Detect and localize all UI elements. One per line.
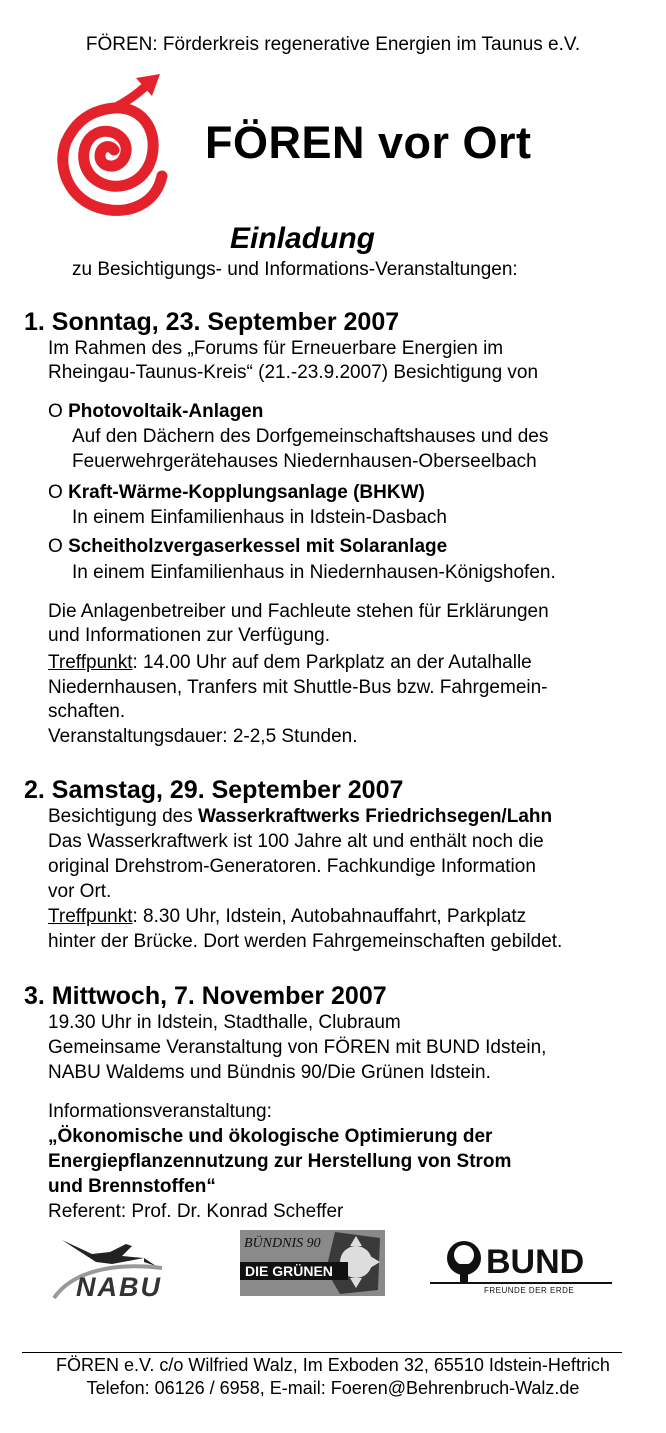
event1-item	[48, 400, 263, 425]
event1-item	[48, 535, 447, 560]
event3-title: 3. Mittwoch, 7. November 2007	[24, 982, 387, 1010]
event1-title: 1. Sonntag, 23. September 2007	[24, 308, 400, 336]
item-name: Kraft-Wärme-Kopplungsanlage (BHKW)	[68, 482, 425, 503]
event2-line: original Drehstrom-Generatoren. Fachkundige Information	[48, 856, 536, 877]
event2-line: vor Ort.	[48, 881, 112, 902]
invitation-subheading: zu Besichtigungs- und Informations-Veranstaltungen:	[72, 259, 518, 280]
event2-site: Wasserkraftwerks Friedrichsegen/Lahn	[198, 806, 553, 827]
event2-meeting: hinter der Brücke. Dort werden Fahrgemeinschaften gebildet.	[48, 931, 563, 952]
item-desc: In einem Einfamilienhaus in Niedernhausen-Königshofen.	[72, 562, 556, 583]
event1-info: und Informationen zur Verfügung.	[48, 625, 331, 646]
footer-contact: Telefon: 06126 / 6958, E-mail: Foeren@Behrenbruch-Walz.de	[86, 1378, 580, 1398]
bund-text: BUND	[486, 1243, 585, 1281]
speaker: Referent: Prof. Dr. Konrad Scheffer	[48, 1201, 344, 1222]
event1-item	[48, 481, 425, 506]
event1-info: Die Anlagenbetreiber und Fachleute stehen für Erklärungen	[48, 601, 549, 622]
event1-meeting: Niedernhausen, Tranfers mit Shuttle-Bus bzw. Fahrgemein-	[48, 677, 548, 698]
event1-line: Im Rahmen des „Forums für Erneuerbare Energien im	[48, 338, 504, 359]
footer-divider	[22, 1352, 622, 1353]
event1-line: Rheingau-Taunus-Kreis“ (21.-23.9.2007) Besichtigung von	[48, 362, 539, 383]
gruene-bottom-text: DIE GRÜNEN	[245, 1263, 333, 1279]
item-name: Scheitholzvergaserkessel mit Solaranlage	[68, 536, 448, 557]
item-bullet: O	[48, 536, 63, 557]
meeting-label: Treffpunkt	[48, 906, 133, 927]
nabu-logo	[52, 1232, 186, 1302]
gruene-logo	[240, 1230, 385, 1296]
item-desc: Feuerwehrgerätehauses Niedernhausen-Oberseelbach	[72, 451, 537, 472]
event2-title: 2. Samstag, 29. September 2007	[24, 776, 404, 804]
meeting-text: : 14.00 Uhr auf dem Parkplatz an der Autalhalle	[132, 652, 532, 673]
event1-meeting: schaften.	[48, 701, 126, 722]
event3-line: 19.30 Uhr in Idstein, Stadthalle, Clubraum	[48, 1012, 401, 1033]
event3-info-label: Informationsveranstaltung:	[48, 1101, 272, 1122]
event3-line: NABU Waldems und Bündnis 90/Die Grünen Idstein.	[48, 1062, 491, 1083]
meeting-label: Treffpunkt	[48, 652, 133, 673]
bund-logo	[430, 1238, 612, 1298]
talk-title: und Brennstoffen“	[48, 1176, 216, 1197]
item-desc: Auf den Dächern des Dorfgemeinschaftshauses und des	[72, 426, 549, 447]
nabu-text: NABU	[76, 1272, 162, 1302]
org-line: FÖREN: Förderkreis regenerative Energien im Taunus e.V.	[85, 34, 581, 55]
bund-subtext: FREUNDE DER ERDE	[484, 1286, 575, 1295]
event3-line: Gemeinsame Veranstaltung von FÖREN mit BUND Idstein,	[48, 1037, 547, 1058]
item-bullet: O	[48, 401, 63, 422]
item-desc: In einem Einfamilienhaus in Idstein-Dasbach	[72, 507, 447, 528]
event2-meeting	[48, 905, 526, 930]
event1-meeting	[48, 651, 532, 676]
bund-tree-icon	[444, 1240, 484, 1284]
main-title: FÖREN vor Ort	[205, 117, 532, 168]
item-name: Photovoltaik-Anlagen	[68, 401, 264, 422]
footer-address: FÖREN e.V. c/o Wilfried Walz, Im Exboden 32, 65510 Idstein-Heftrich	[56, 1355, 610, 1375]
event2-line	[48, 805, 552, 830]
meeting-text: : 8.30 Uhr, Idstein, Autobahnauffahrt, Parkplatz	[132, 906, 527, 927]
talk-title: „Ökonomische und ökologische Optimierung der	[48, 1126, 493, 1147]
spiral-logo	[52, 72, 168, 218]
item-bullet: O	[48, 482, 63, 503]
event2-prefix: Besichtigung des	[48, 806, 198, 827]
gruene-top-text: BÜNDNIS 90	[244, 1236, 321, 1251]
event1-duration: Veranstaltungsdauer: 2-2,5 Stunden.	[48, 726, 358, 747]
talk-title: Energiepflanzennutzung zur Herstellung von Strom	[48, 1151, 512, 1172]
event2-line: Das Wasserkraftwerk ist 100 Jahre alt und enthält noch die	[48, 831, 544, 852]
invitation-heading: Einladung	[230, 222, 375, 255]
